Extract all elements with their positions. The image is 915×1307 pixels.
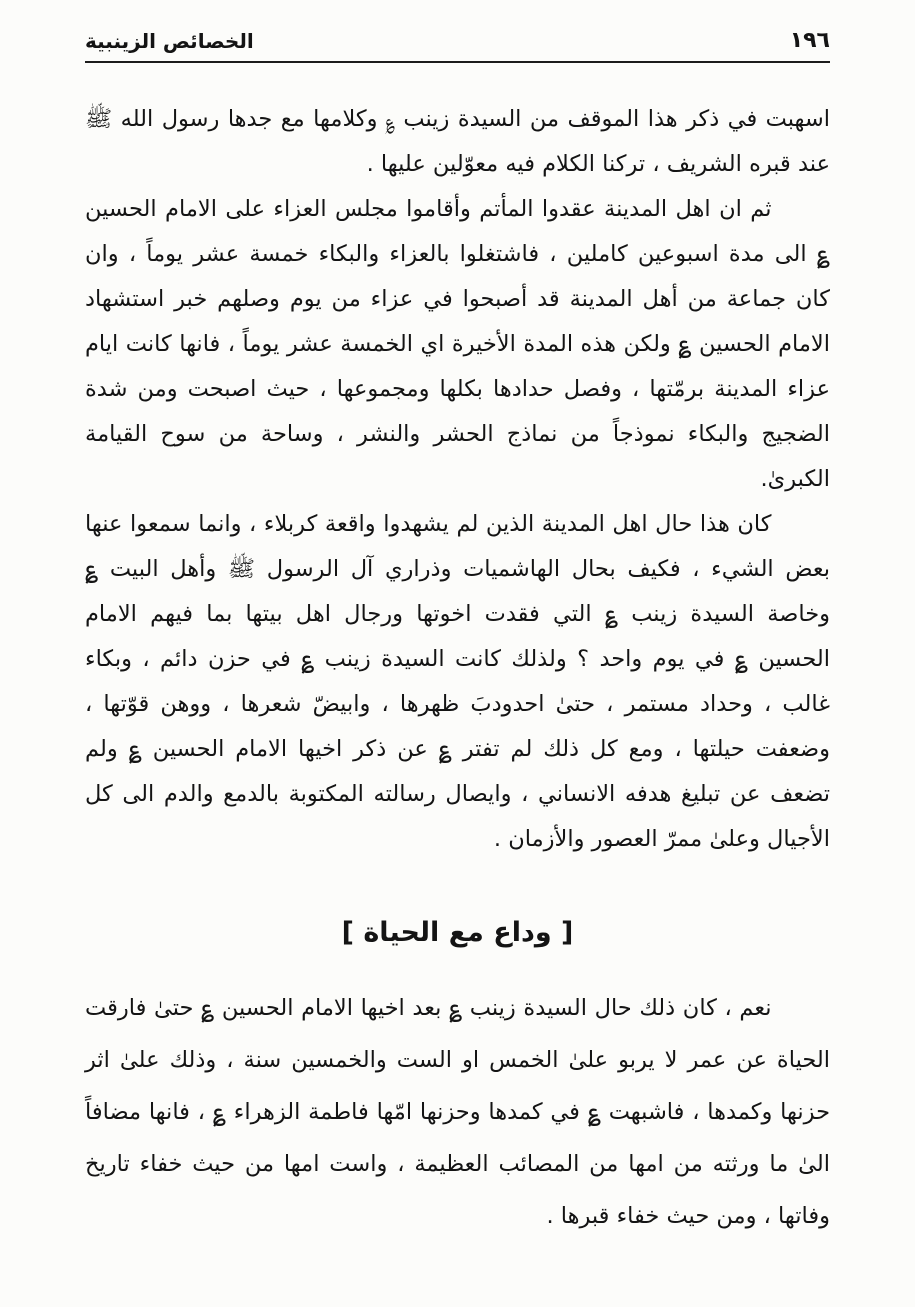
- body-paragraph: اسهبت في ذكر هذا الموقف من السيدة زينب ؏ وكلامها مع جدها رسول الله ﷺ عند قبره الشريف ، تركنا الكلام فيه معوّلين عليها .: [85, 106, 830, 177]
- closing-section: [85, 982, 830, 1242]
- header-rule: [85, 61, 830, 63]
- page-number: ١٩٦: [789, 28, 830, 53]
- page-header: [85, 28, 830, 61]
- body-paragraph: ثم ان اهل المدينة عقدوا المأتم وأقاموا مجلس العزاء على الامام الحسين ؏ الى مدة اسبوعين كاملين ، فاشتغلوا بالعزاء والبكاء خمسة عشر يوماً ، وان كان جماعة من أهل المدينة قد أصبحوا في عزاء من يوم وصلهم خبر استشهاد الامام الحسين ؏ ولكن هذه المدة الأخيرة اي الخمسة عشر يوماً ، فانها كانت ايام عزاء المدينة برمّتها ، وفصل حدادها بكلها ومجموعها ، حيث اصبحت ومن شدة الضجيج والبكاء نموذجاً من نماذج الحشر والنشر ، وساحة من سوح القيامة الكبرىٰ.: [85, 196, 830, 492]
- body-paragraph: نعم ، كان ذلك حال السيدة زينب ؏ بعد اخيها الامام الحسين ؏ حتىٰ فارقت الحياة عن عمر لا يربو علىٰ الخمس او الست والخمسين سنة ، وذلك علىٰ اثر حزنها وكمدها ، فاشبهت ؏ في كمدها وحزنها امّها فاطمة الزهراء ؏ ، فانها مضافاً الىٰ ما ورثته من امها من المصائب العظيمة ، واست امها من حيث خفاء تاريخ وفاتها ، ومن حيث خفاء قبرها .: [85, 994, 830, 1229]
- page-body: [85, 97, 830, 1242]
- body-paragraph: كان هذا حال اهل المدينة الذين لم يشهدوا واقعة كربلاء ، وانما سمعوا عنها بعض الشيء ، فكيف بحال الهاشميات وذراري آل الرسول ﷺ وأهل البيت ؏ وخاصة السيدة زينب ؏ التي فقدت اخوتها ورجال اهل بيتها بما فيهم الامام الحسين ؏ في يوم واحد ؟ ولذلك كانت السيدة زينب ؏ في حزن دائم ، وبكاء غالب ، وحداد مستمر ، حتىٰ احدودبَ ظهرها ، وابيضّ شعرها ، ووهن قوّتها ، وضعفت حيلتها ، ومع كل ذلك لم تفتر ؏ عن ذكر اخيها الامام الحسين ؏ ولم تضعف عن تبليغ هدفه الانساني ، وايصال رسالته المكتوبة بالدمع والدم الى كل الأجيال وعلىٰ ممرّ العصور والأزمان .: [85, 511, 830, 852]
- book-title: الخصائص الزينبية: [85, 29, 254, 53]
- section-heading: [ وداع مع الحياة ]: [341, 917, 574, 948]
